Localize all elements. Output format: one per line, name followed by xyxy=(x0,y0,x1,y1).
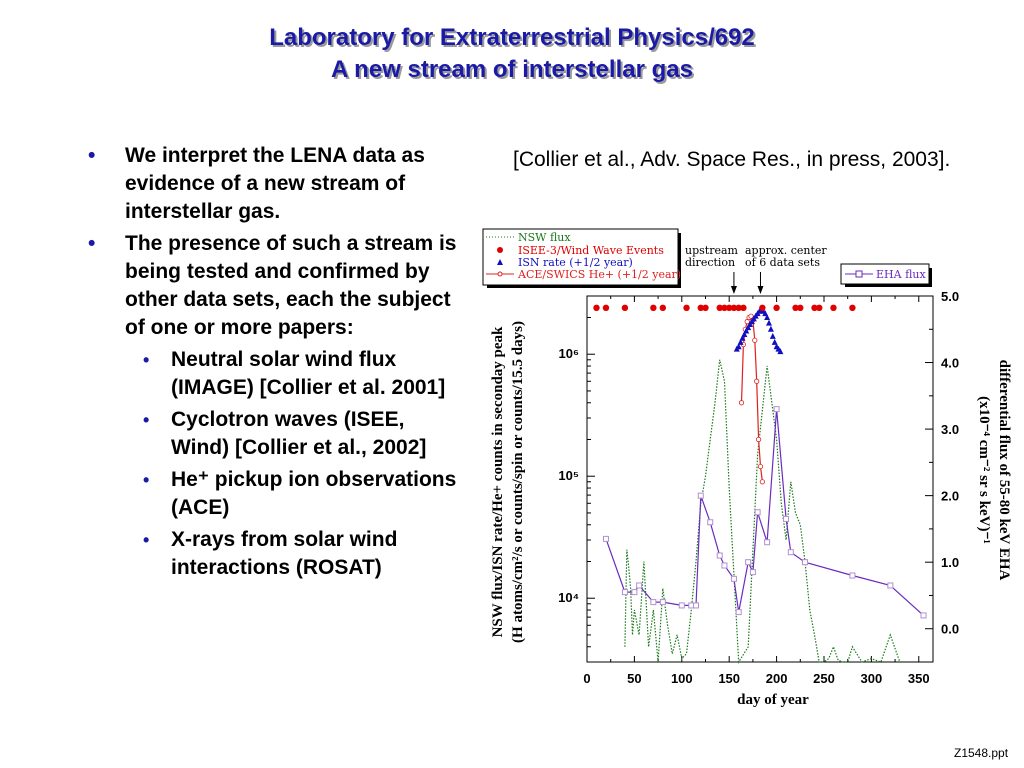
annotation-center-line1: approx. center xyxy=(745,244,827,257)
slide-title-line2: A new stream of interstellar gas xyxy=(331,56,693,83)
annotation-center-line2: of 6 data sets xyxy=(745,256,820,269)
legend-eha-label: EHA flux xyxy=(876,268,926,281)
eha-point xyxy=(731,576,736,581)
bullet-icon: • xyxy=(143,410,150,430)
center-arrow-head xyxy=(757,286,763,294)
eha-point xyxy=(660,600,665,605)
eha-point xyxy=(921,613,926,618)
x-tick-label: 100 xyxy=(670,671,693,686)
eha-point xyxy=(698,493,703,498)
eha-point xyxy=(750,570,755,575)
isee-event-point xyxy=(622,305,628,311)
isee-event-point xyxy=(702,305,708,311)
y-axis-right-label-line2: (x10⁻⁴ cm⁻² sr s keV)⁻¹ xyxy=(976,396,992,544)
ace-point xyxy=(760,480,764,484)
eha-point xyxy=(803,560,808,565)
eha-point xyxy=(755,510,760,515)
footer-filename: Z1548.ppt xyxy=(954,746,1009,760)
y-left-tick-label: 10⁶ xyxy=(558,346,579,362)
isn-point xyxy=(766,320,772,326)
sub-bullet-text: He⁺ pickup ion observations (ACE) xyxy=(171,468,457,519)
y-left-tick-label: 10⁵ xyxy=(558,468,579,484)
legend-isn-label: ISN rate (+1/2 year) xyxy=(518,256,633,269)
eha-point xyxy=(651,600,656,605)
isee-event-point xyxy=(740,305,746,311)
eha-point xyxy=(888,583,893,588)
eha-point xyxy=(603,536,608,541)
y-left-tick-label: 10⁴ xyxy=(558,590,579,606)
y-right-tick-label: 2.0 xyxy=(941,488,960,504)
isee-event-point xyxy=(759,305,765,311)
eha-point xyxy=(717,553,722,558)
plot-frame xyxy=(587,296,933,662)
isee-event-point xyxy=(797,305,803,311)
isee-event-point xyxy=(650,305,656,311)
slide-title-line1: Laboratory for Extraterrestrial Physics/692 xyxy=(269,24,755,51)
isee-event-point xyxy=(830,305,836,311)
y-axis-right-label-line1: differential flux of 55-80 keV EHA xyxy=(996,359,1012,581)
y-right-tick-label: 3.0 xyxy=(941,422,960,438)
eha-point xyxy=(736,610,741,615)
annotation-upstream-line2: direction xyxy=(685,256,736,269)
ace-point xyxy=(739,401,743,405)
data-layer xyxy=(593,305,926,662)
eha-point xyxy=(746,560,751,565)
x-tick-label: 50 xyxy=(627,671,642,686)
isee-event-point xyxy=(773,305,779,311)
isn-point xyxy=(770,333,776,339)
isee-event-point xyxy=(603,305,609,311)
eha-point xyxy=(622,590,627,595)
legend-nsw-label: NSW flux xyxy=(518,231,571,244)
x-tick-label: 0 xyxy=(583,671,591,686)
eha-point xyxy=(679,603,684,608)
legend xyxy=(483,229,681,288)
y-right-tick-label: 0.0 xyxy=(941,621,960,637)
isee-event-point xyxy=(849,305,855,311)
y-axis-left-label-line2: (H atoms/cm²/s or counts/spin or counts/15.5 days) xyxy=(510,321,526,643)
sub-bullet-text: Cyclotron waves (ISEE, Wind) [Collier et al., 2002] xyxy=(171,408,427,459)
axis-ticks xyxy=(558,289,959,686)
legend-isee-label: ISEE-3/Wind Wave Events xyxy=(518,244,664,257)
ace-point xyxy=(758,464,762,468)
series-nsw-line xyxy=(625,360,900,662)
ace-point xyxy=(756,437,760,441)
eha-point xyxy=(850,573,855,578)
bullet-text: The presence of such a stream is being tested and confirmed by other data sets, each the subject of one or more papers: xyxy=(125,232,457,339)
legend-ace-label: ACE/SWICS He+ (+1/2 year) xyxy=(518,268,682,281)
sub-bullet-text: Neutral solar wind flux (IMAGE) [Collier et al. 2001] xyxy=(171,348,446,399)
x-tick-label: 250 xyxy=(813,671,835,686)
sub-bullet-text: X-rays from solar wind interactions (ROSAT) xyxy=(171,528,398,579)
y-axis-left-label-line1: NSW flux/ISN rate/He+ counts in seconday peak xyxy=(490,326,506,638)
eha-point xyxy=(774,407,779,412)
eha-point xyxy=(722,563,727,568)
citation: [Collier et al., Adv. Space Res., in press, 2003]. xyxy=(513,148,951,171)
isee-event-point xyxy=(660,305,666,311)
bullet-text: We interpret the LENA data as evidence of a new stream of interstellar gas. xyxy=(125,144,425,223)
bullet-icon: • xyxy=(143,350,150,370)
x-tick-label: 350 xyxy=(907,671,930,686)
bullet-icon: • xyxy=(143,530,150,550)
eha-point xyxy=(632,590,637,595)
y-right-tick-label: 4.0 xyxy=(941,355,960,371)
eha-point xyxy=(788,550,793,555)
legend-right xyxy=(841,264,932,287)
x-tick-label: 300 xyxy=(860,671,883,686)
eha-point xyxy=(784,516,789,521)
bullet-icon: • xyxy=(88,232,96,255)
y-right-tick-label: 5.0 xyxy=(941,289,960,304)
eha-point xyxy=(694,603,699,608)
bullet-icon: • xyxy=(143,470,150,490)
isee-event-point xyxy=(816,305,822,311)
annotation-upstream-line1: upstream xyxy=(685,244,738,257)
x-axis-label: day of year xyxy=(737,692,809,708)
ace-point xyxy=(754,379,758,383)
upstream-arrow-head xyxy=(731,286,737,294)
x-tick-label: 150 xyxy=(718,671,741,686)
eha-point xyxy=(708,520,713,525)
series-ace-line xyxy=(742,316,763,482)
ace-point xyxy=(753,338,757,342)
isn-point xyxy=(768,326,774,332)
legend-isee-swatch xyxy=(497,247,503,253)
ace-point xyxy=(745,319,749,323)
eha-point xyxy=(765,540,770,545)
x-tick-label: 200 xyxy=(765,671,788,686)
isee-event-point xyxy=(593,305,599,311)
y-right-tick-label: 1.0 xyxy=(941,555,960,571)
isee-event-point xyxy=(683,305,689,311)
bullet-icon: • xyxy=(88,144,96,167)
eha-point xyxy=(637,583,642,588)
series-eha-line xyxy=(606,409,924,615)
